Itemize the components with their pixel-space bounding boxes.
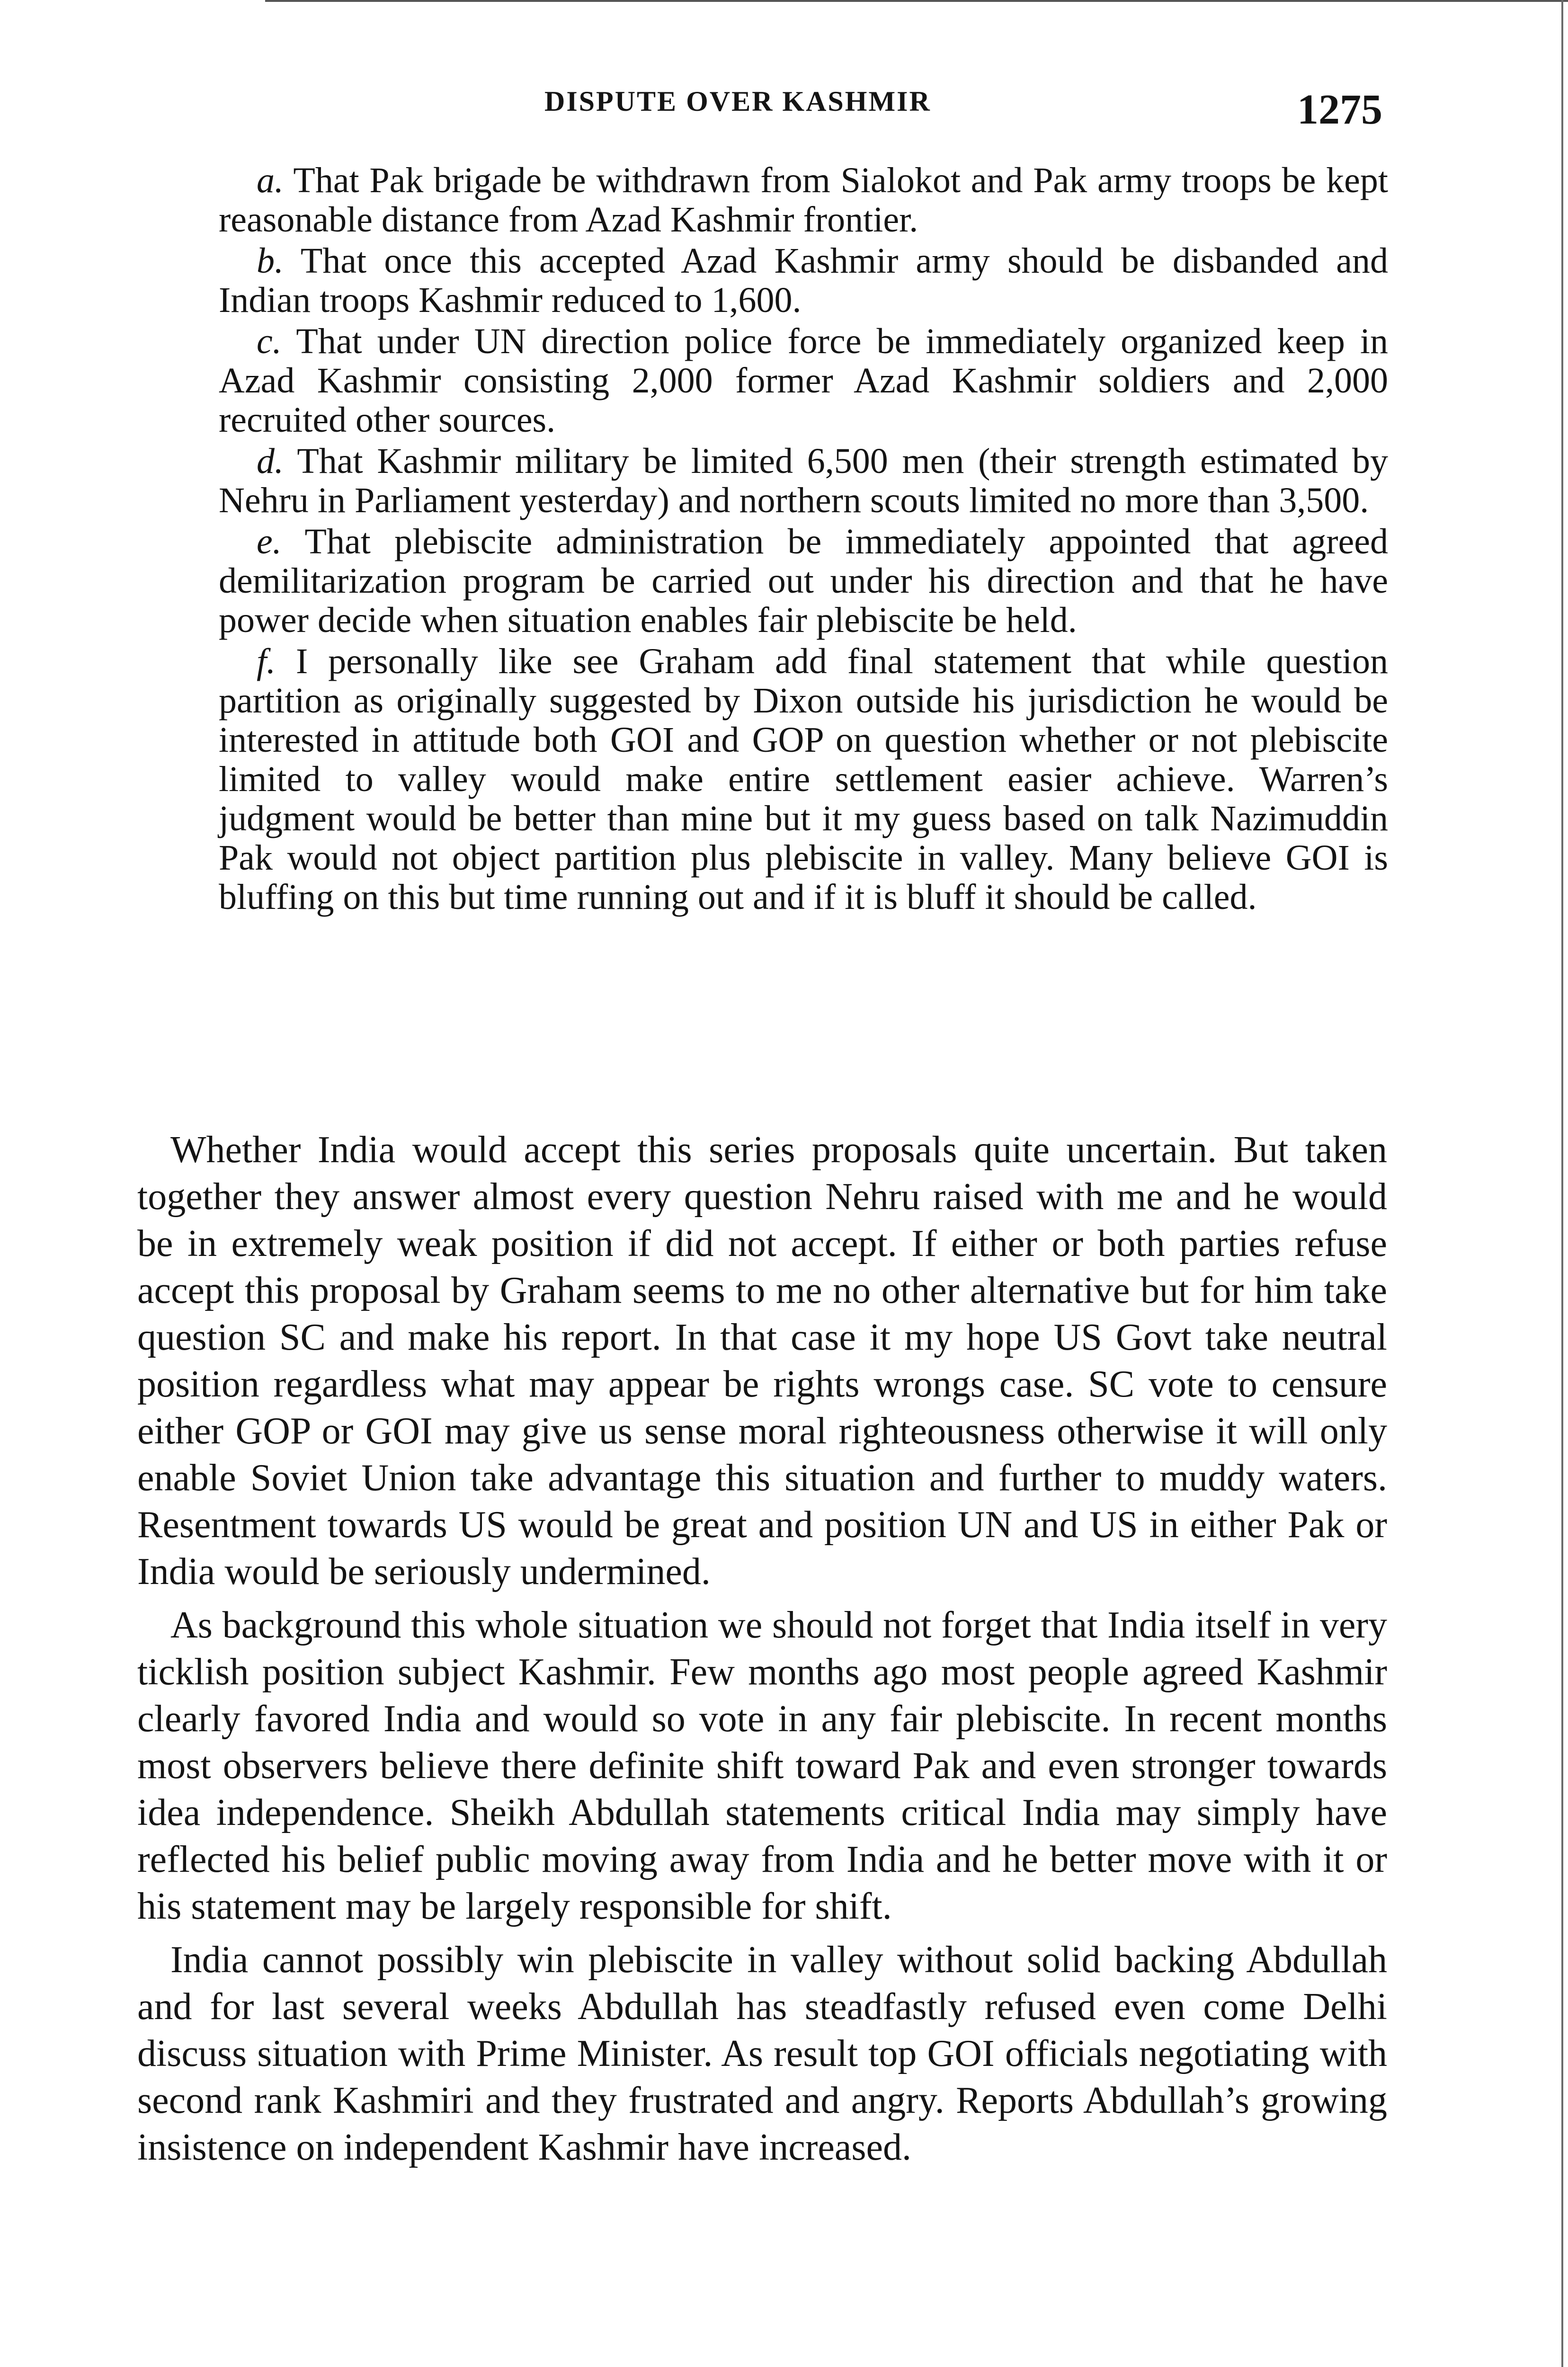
- item-marker: a.: [257, 160, 284, 200]
- item-text: I personally like see Graham add final statement that while question partition as originally suggested by Dixon outside his jurisdiction he would be interested in attitude both GOI and GOP on question whether or not plebiscite limited to valley would make entire settlement easier achieve. Warren’s judgment would be better than mine but it my guess based on talk Nazimuddin Pak would not object partition plus plebiscite in valley. Many believe GOI is bluffing on this but time running out and if it is bluff it should be called.: [219, 641, 1388, 917]
- list-item: [219, 642, 1388, 917]
- item-marker: b.: [257, 241, 284, 281]
- item-marker: e.: [257, 522, 282, 561]
- list-item: [219, 161, 1388, 240]
- page-number: 1275: [1297, 86, 1382, 133]
- item-marker: d.: [257, 441, 284, 481]
- item-marker: c.: [257, 321, 282, 361]
- lettered-proposals-list: [219, 161, 1388, 917]
- body-text: [137, 1127, 1387, 2171]
- page-edge-line: [1561, 0, 1563, 2367]
- body-paragraph: Whether India would accept this series proposals quite uncertain. But taken together they answer almost every question Nehru raised with me and he would be in extremely weak position if did not accept. If either or both parties refuse accept this proposal by Graham seems to me no other alternative but for him take question SC and make his report. In that case it my hope US Govt take neutral position regardless what may appear be rights wrongs case. SC vote to censure either GOP or GOI may give us sense moral righteousness otherwise it will only enable Soviet Union take advantage this situation and further to muddy waters. Resentment towards US would be great and position UN and US in either Pak or India would be seriously undermined.: [137, 1129, 1387, 1593]
- body-paragraph: India cannot possibly win plebiscite in valley without solid backing Abdullah and for last several weeks Abdullah has steadfastly refused even come Delhi discuss situation with Prime Minister. As result top GOI officials negotiating with second rank Kashmiri and they frustrated and angry. Reports Abdullah’s growing insistence on independent Kashmir have increased.: [137, 1939, 1387, 2168]
- running-title: DISPUTE OVER KASHMIR: [544, 86, 931, 117]
- list-item: [219, 522, 1388, 640]
- item-text: That under UN direction police force be immediately organized keep in Azad Kashmir consisting 2,000 former Azad Kashmir soldiers and 2,000 recruited other sources.: [219, 321, 1388, 440]
- top-border-line: [265, 0, 1568, 2]
- item-text: That Pak brigade be withdrawn from Sialokot and Pak army troops be kept reasonable distance from Azad Kashmir frontier.: [219, 160, 1388, 240]
- list-item: [219, 241, 1388, 320]
- item-text: That plebiscite administration be immediately appointed that agreed demilitarization program be carried out under his direction and that he have power decide when situation enables fair plebiscite be held.: [219, 522, 1388, 640]
- item-text: That once this accepted Azad Kashmir army should be disbanded and Indian troops Kashmir reduced to 1,600.: [219, 241, 1388, 320]
- body-paragraph: As background this whole situation we should not forget that India itself in very ticklish position subject Kashmir. Few months ago most people agreed Kashmir clearly favored India and would so vote in any fair plebiscite. In recent months most observers believe there definite shift toward Pak and even stronger towards idea independence. Sheikh Abdullah statements critical India may simply have reflected his belief public moving away from India and he better move with it or his statement may be largely responsible for shift.: [137, 1604, 1387, 1927]
- list-item: [219, 322, 1388, 440]
- list-item: [219, 442, 1388, 520]
- item-text: That Kashmir military be limited 6,500 men (their strength estimated by Nehru in Parliament yesterday) and northern scouts limited no more than 3,500.: [219, 441, 1388, 520]
- item-marker: f.: [257, 641, 276, 681]
